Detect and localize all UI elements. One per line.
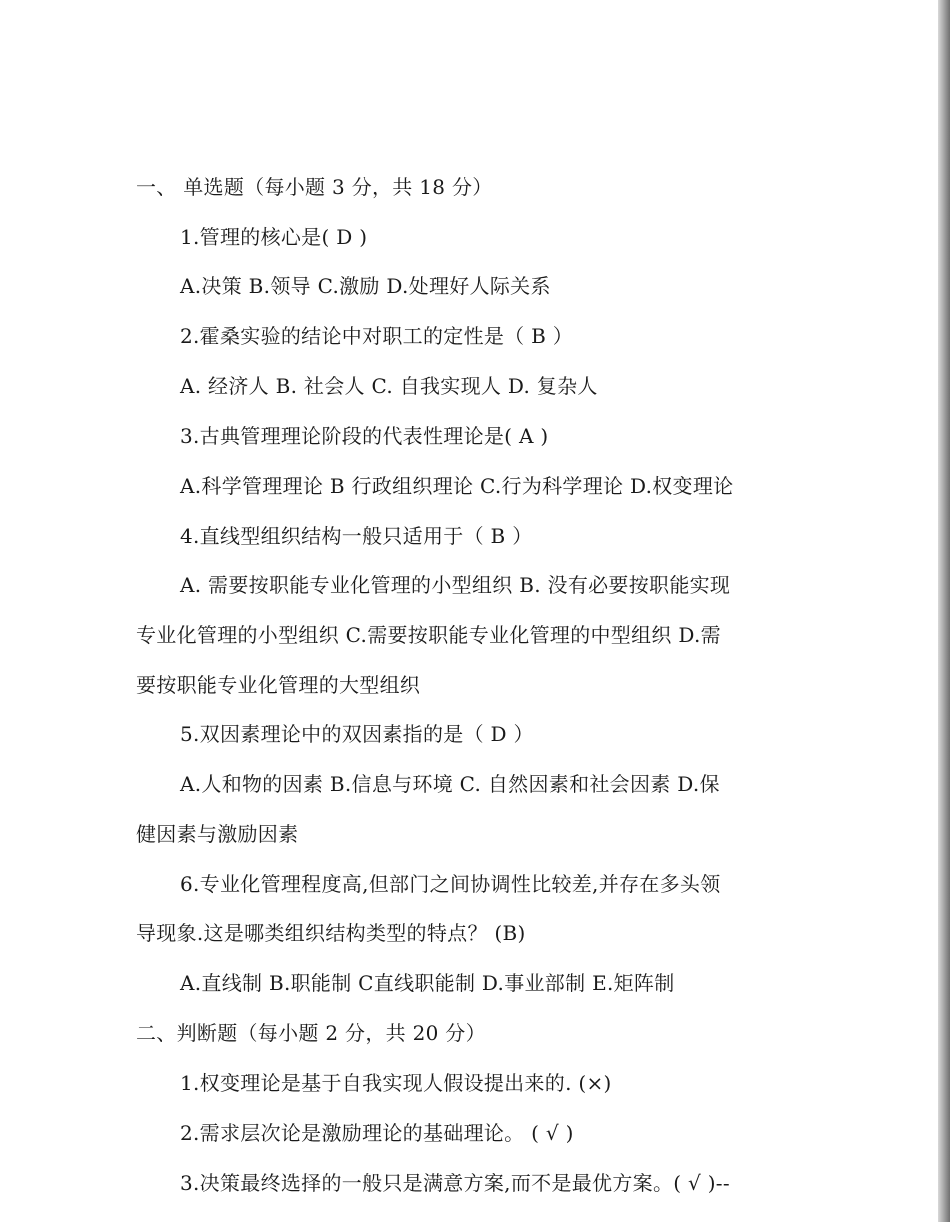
vertical-scrollbar[interactable] <box>938 0 950 1222</box>
section-heading-single-choice: 一、 单选题（每小题 3 分，共 18 分） <box>136 175 493 199</box>
question-4-options-line-1: A. 需要按职能专业化管理的小型组织 B. 没有必要按职能实现 <box>180 573 731 597</box>
question-1-options: A.决策 B.领导 C.激励 D.处理好人际关系 <box>180 274 551 298</box>
true-false-item-1: 1.权变理论是基于自我实现人假设提出来的. (×) <box>180 1071 612 1095</box>
question-4-stem: 4.直线型组织结构一般只适用于（ B ） <box>180 524 533 548</box>
question-3-stem: 3.古典管理理论阶段的代表性理论是( A ) <box>180 424 549 448</box>
question-5-stem: 5.双因素理论中的双因素指的是（ D ） <box>180 722 534 746</box>
question-6-stem-line-2: 导现象.这是哪类组织结构类型的特点？ (B) <box>136 921 526 945</box>
question-5-options-line-2: 健因素与激励因素 <box>136 822 299 846</box>
question-4-options-line-3: 要按职能专业化管理的大型组织 <box>136 673 421 697</box>
question-2-stem: 2.霍桑实验的结论中对职工的定性是（ B ） <box>180 324 574 348</box>
question-4-options-line-2: 专业化管理的小型组织 C.需要按职能专业化管理的中型组织 D.需 <box>136 623 721 647</box>
section-heading-true-false: 二、判断题（每小题 2 分，共 20 分） <box>136 1021 486 1045</box>
question-1-stem: 1.管理的核心是( D ) <box>180 225 368 249</box>
question-2-options: A. 经济人 B. 社会人 C. 自我实现人 D. 复杂人 <box>180 374 598 398</box>
question-6-stem-line-1: 6.专业化管理程度高,但部门之间协调性比较差,并存在多头领 <box>180 872 721 896</box>
true-false-item-2: 2.需求层次论是激励理论的基础理论。 ( √ ) <box>180 1121 574 1145</box>
question-3-options: A.科学管理理论 B 行政组织理论 C.行为科学理论 D.权变理论 <box>180 474 734 498</box>
true-false-item-3: 3.决策最终选择的一般只是满意方案,而不是最优方案。( √ )-- <box>180 1171 730 1195</box>
question-6-options: A.直线制 B.职能制 C直线职能制 D.事业部制 E.矩阵制 <box>180 971 675 995</box>
question-5-options-line-1: A.人和物的因素 B.信息与环境 C. 自然因素和社会因素 D.保 <box>180 772 720 796</box>
